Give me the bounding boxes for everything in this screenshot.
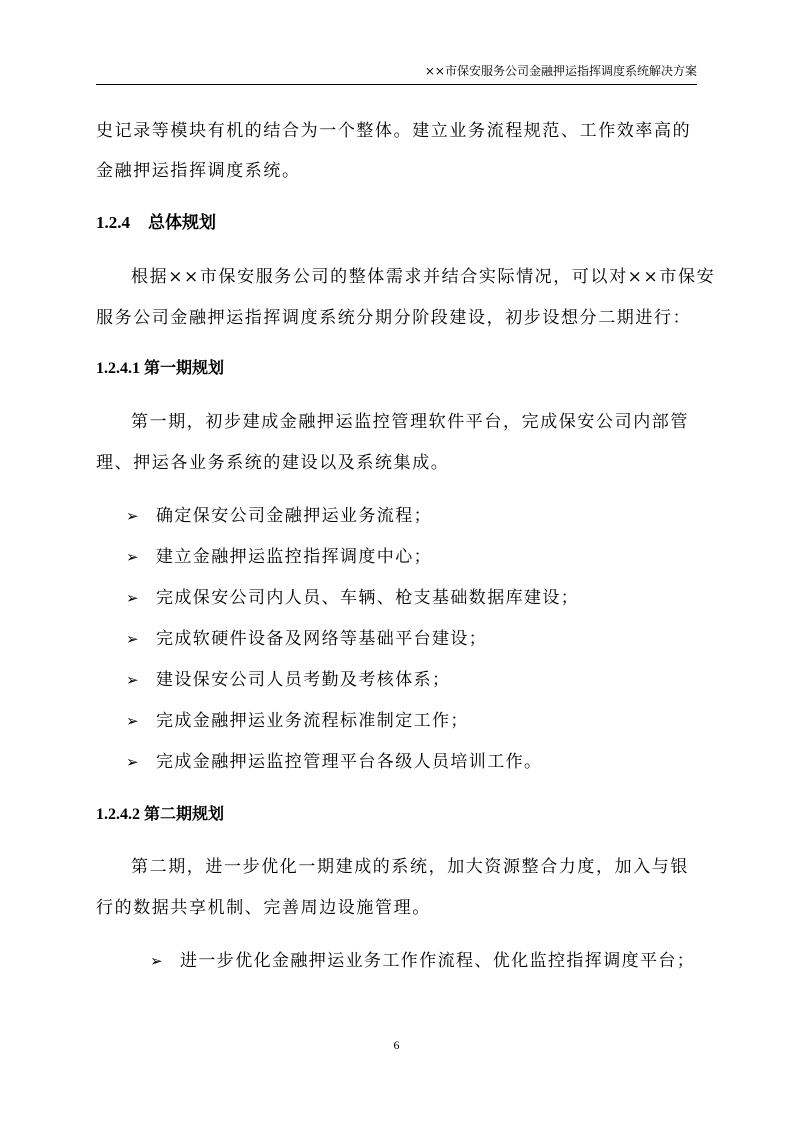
phase1-heading: [96, 355, 224, 378]
header-title: ××市保安服务公司金融押运指挥调度系统解决方案: [424, 64, 697, 78]
list-item: [150, 946, 695, 971]
list-item-text: 完成金融押运业务流程标准制定工作；: [156, 711, 469, 731]
list-item-text: 建立金融押运监控指挥调度中心；: [156, 547, 432, 567]
list-item: [126, 747, 542, 772]
arrow-bullet-icon: ➢: [150, 952, 163, 970]
arrow-bullet-icon: ➢: [126, 589, 139, 607]
list-item: [126, 542, 432, 567]
section-number: 1.2.4: [96, 213, 130, 232]
section-heading: [96, 208, 216, 233]
list-item-text: 进一步优化金融押运业务工作作流程、优化监控指挥调度平台；: [180, 951, 696, 971]
arrow-bullet-icon: ➢: [126, 548, 139, 566]
list-item: [126, 706, 469, 731]
page-number: 6: [393, 1038, 400, 1052]
list-item: [126, 624, 487, 649]
list-item-text: 完成软硬件设备及网络等基础平台建设；: [156, 629, 488, 649]
phase2-para-line-2: 行的数据共享机制、完善周边设施管理。: [96, 898, 431, 918]
phase2-heading: [96, 801, 224, 824]
list-item-text: 建设保安公司人员考勤及考核体系；: [156, 670, 451, 690]
arrow-bullet-icon: ➢: [126, 630, 139, 648]
phase1-para-line-2: 理、押运各业务系统的建设以及系统集成。: [96, 453, 450, 473]
phase2-para-line-1: 第二期，进一步优化一期建成的系统，加大资源整合力度，加入与银: [131, 857, 689, 877]
section-para-line-1: 根据××市保安服务公司的整体需求并结合实际情况，可以对××市保安: [131, 267, 716, 287]
list-item: [126, 665, 450, 690]
phase1-title: 第一期规划: [144, 358, 225, 377]
arrow-bullet-icon: ➢: [126, 671, 139, 689]
arrow-bullet-icon: ➢: [126, 507, 139, 525]
section-para-line-2: 服务公司金融押运指挥调度系统分期分阶段建设，初步设想分二期进行：: [96, 308, 692, 328]
list-item-text: 完成金融押运监控管理平台各级人员培训工作。: [156, 752, 543, 772]
arrow-bullet-icon: ➢: [126, 712, 139, 730]
phase2-number: 1.2.4.2: [96, 806, 140, 823]
phase2-title: 第二期规划: [144, 804, 225, 823]
arrow-bullet-icon: ➢: [126, 753, 139, 771]
list-item: [126, 583, 579, 608]
intro-line-1: 史记录等模块有机的结合为一个整体。建立业务流程规范、工作效率高的: [96, 121, 692, 141]
page-header: [96, 62, 697, 85]
phase1-para-line-1: 第一期，初步建成金融押运监控管理软件平台，完成保安公司内部管: [131, 412, 689, 432]
intro-line-2: 金融押运指挥调度系统。: [96, 161, 301, 181]
list-item-text: 完成保安公司内人员、车辆、枪支基础数据库建设；: [156, 588, 580, 608]
list-item-text: 确定保安公司金融押运业务流程；: [156, 506, 432, 526]
section-title: 总体规划: [148, 213, 216, 233]
phase1-number: 1.2.4.1: [96, 360, 140, 377]
list-item: [126, 501, 432, 526]
